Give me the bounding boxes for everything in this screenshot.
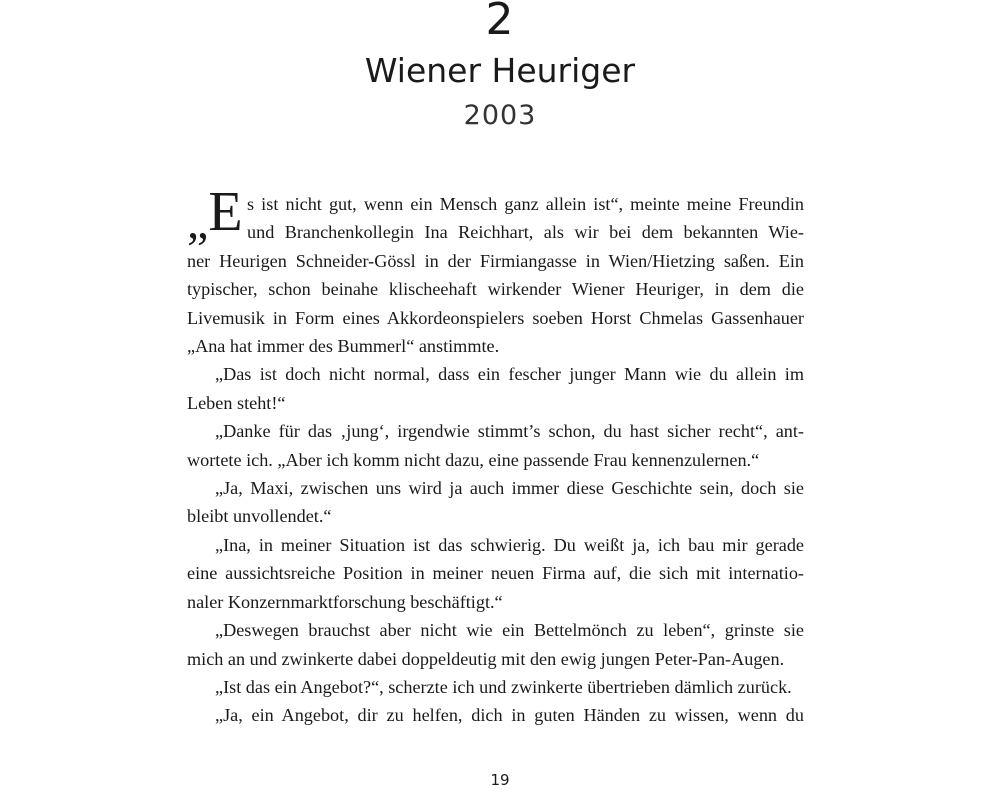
body-text: [187, 181, 804, 730]
text-line: und Branchenkollegin Ina Reichhart, als wir bei dem bekannten Wie-: [247, 222, 804, 243]
chapter-number: 2: [485, 0, 515, 45]
text-line: „Ja, ein Angebot, dir zu helfen, dich in guten Händen zu wissen, wenn du: [215, 705, 804, 726]
text-line: „Deswegen brauchst aber nicht wie ein Bettelmönch zu leben“, grinste sie: [215, 620, 804, 641]
text-line: typischer, schon beinahe klischeehaft wirkender Wiener Heuriger, in dem die: [187, 279, 804, 300]
text-line: Livemusik in Form eines Akkordeonspielers soeben Horst Chmelas Gassenhauer: [187, 307, 804, 328]
text-line: „Ist das ein Angebot?“, scherzte ich und zwinkerte übertrieben dämlich zurück.: [215, 676, 792, 697]
text-line: „E s ist nicht gut, wenn ein Mensch ganz allein ist“, meinte meine Freundin: [187, 181, 804, 249]
text-line: „Ina, in meiner Situation ist das schwierig. Du weißt ja, ich bau mir gerade: [215, 534, 804, 555]
text-line: „Danke für das ‚jung‘, irgendwie stimmt’s schon, du hast sicher recht“, ant-: [215, 421, 804, 442]
text-line: „Das ist doch nicht normal, dass ein fescher junger Mann wie du allein im: [215, 364, 804, 385]
text-line: bleibt unvollendet.“: [187, 506, 332, 527]
chapter-title: Wiener Heuriger: [364, 51, 636, 90]
page-number: 19: [490, 771, 510, 789]
drop-cap: „E: [187, 181, 243, 249]
text-line: wortete ich. „Aber ich komm nicht dazu, eine passende Frau kennenzulernen.“: [187, 449, 760, 470]
chapter-year: 2003: [463, 100, 537, 131]
text-line: ner Heurigen Schneider-Gössl in der Firmiangasse in Wien/Hietzing saßen. Ein: [187, 250, 804, 271]
text-line: eine aussichtsreiche Position in meiner neuen Firma auf, die sich mit internatio-: [187, 563, 804, 584]
text-line: „Ja, Maxi, zwischen uns wird ja auch immer diese Geschichte sein, doch sie: [215, 478, 804, 499]
text-line: „Ana hat immer des Bummerl“ anstimmte.: [187, 336, 500, 357]
text-line: Leben steht!“: [187, 392, 286, 413]
text-line: mich an und zwinkerte dabei doppeldeutig mit den ewig jungen Peter-Pan-Augen.: [187, 648, 785, 669]
text-line: naler Konzernmarktforschung beschäftigt.“: [187, 591, 503, 612]
